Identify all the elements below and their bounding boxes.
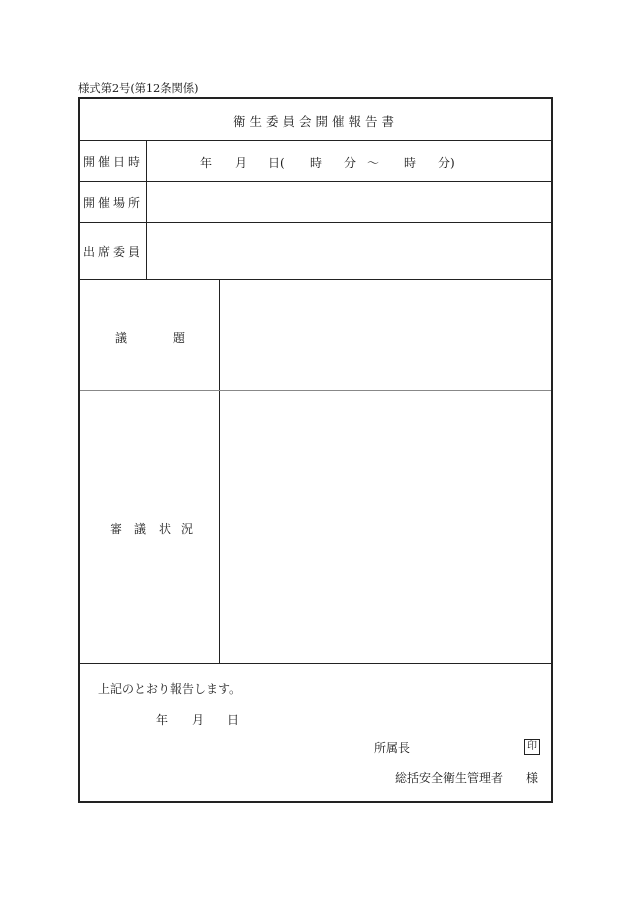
- agenda-label-char-1: 議: [115, 331, 128, 345]
- status-label-char-2: 議: [134, 522, 147, 536]
- addressee: 総括安全衛生管理者: [395, 771, 504, 785]
- agenda-label-char-2: 題: [173, 331, 186, 345]
- status-label-cell: [80, 391, 220, 663]
- start-minute: 分: [344, 156, 357, 170]
- date-row: [80, 141, 551, 182]
- status-label-char-3: 状: [159, 522, 172, 536]
- date-month: 月: [235, 156, 248, 170]
- form-title: 衛生委員会開催報告書: [232, 114, 398, 129]
- footer-month: 月: [192, 713, 205, 727]
- seal-mark: 印: [524, 739, 540, 755]
- status-label-char-1: 審: [110, 522, 123, 536]
- footer-day: 日: [227, 713, 240, 727]
- place-row: [80, 182, 551, 223]
- date-label: 開催日時: [80, 141, 147, 181]
- footer-section: [80, 664, 551, 801]
- time-range-tilde: 〜: [367, 156, 380, 170]
- members-row: [80, 223, 551, 280]
- honorific: 様: [526, 771, 539, 785]
- members-label: 出席委員: [80, 223, 147, 279]
- place-label: 開催場所: [80, 182, 147, 222]
- date-day: 日(: [268, 156, 285, 170]
- affiliation-head-label: 所属長: [374, 741, 411, 755]
- end-hour: 時: [404, 156, 417, 170]
- footer-year: 年: [156, 713, 169, 727]
- status-label-char-4: 況: [181, 522, 194, 536]
- agenda-label-cell: [80, 280, 220, 390]
- report-statement: 上記のとおり報告します。: [98, 682, 242, 696]
- start-hour: 時: [310, 156, 323, 170]
- date-year: 年: [200, 156, 213, 170]
- report-form: [78, 97, 553, 803]
- form-number-label: 様式第2号(第12条関係): [78, 81, 199, 95]
- status-row: [80, 391, 551, 664]
- agenda-row: [80, 280, 551, 391]
- title-row: [80, 99, 551, 141]
- end-minute: 分): [438, 156, 455, 170]
